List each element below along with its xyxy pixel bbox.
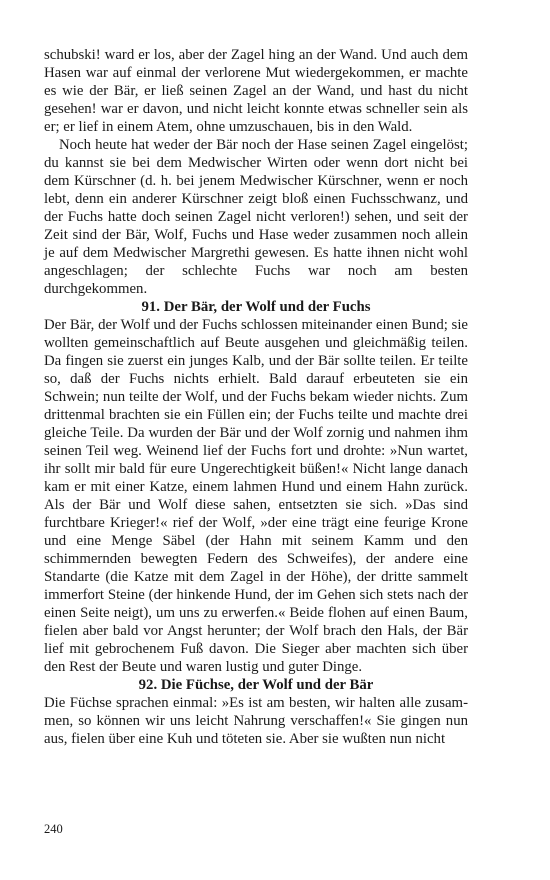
page-number: 240 xyxy=(44,822,63,836)
section-92-heading: 92. Die Füchse, der Wolf und der Bär xyxy=(138,677,374,693)
section-92-text: Die Füchse sprachen einmal: »Es ist am besten, wir halten alle zusammen, so können wir uns leicht Nahrung verschaffen!« Sie gingen nun aus, fielen über eine Kuh und töteten sie. Aber sie wußten nun nicht xyxy=(44,695,468,747)
story-ending-paragraph: Noch heute hat weder der Bär noch der Hase seinen Zagel eingelöst; du kannst sie bei dem Medwischer Wirten oder wenn dort nicht bei dem Kürschner (d. h. bei jenem Medwischer Kürschner, wenn er noch lebt, denn ein anderer Kürschner zeigt bloß einen Fuchsschwanz, und der Fuchs hatte doch seinen Zagel nicht verloren!) sehen, und seit der Zeit sind der Bär, Wolf, Fuchs und Hase weder zusammen noch allein je auf dem Medwischer Margrethi gewesen. Es hatte ihnen nicht wohl angeschlagen; der schlechte Fuchs war noch am besten durchgekommen. xyxy=(44,137,468,297)
section-91-heading: 91. Der Bär, der Wolf und der Fuchs xyxy=(141,299,371,315)
book-page xyxy=(44,46,468,748)
story-continuation-paragraph: schubski! ward er los, aber der Zagel hing an der Wand. Und auch dem Hasen war auf einmal der verlorene Mut wiedergekommen, er machte es wie der Bär, er ließ seinen Zagel an der Wand, und hast du nicht gesehen! war er davon, und nicht leicht konnte etwas schneller sein als er; er lief in einem Atem, ohne umzuschauen, bis in den Wald. xyxy=(44,47,468,135)
section-91-text: Der Bär, der Wolf und der Fuchs schlossen miteinander einen Bund; sie wollten gemeinschaftlich auf Beute ausgehen und gleichmäßig teilen. Da fingen sie zuerst ein junges Kalb, und der Bär sollte teilen. Er teilte so, daß der Fuchs nichts erhielt. Bald darauf erbeuteten sie ein Schwein; nun teilte der Wolf, und der Fuchs bekam wieder nichts. Zum drittenmal brachten sie ein Füllen ein; der Fuchs teilte und machte drei gleiche Teile. Da wurden der Bär und der Wolf zornig und nahmen ihm seinen Teil weg. Weinend lief der Fuchs fort und drohte: »Nun wartet, ihr sollt mir bald für eure Ungerechtigkeit büßen!« Nicht lange danach kam er mit einer Katze, einem lahmen Hund und einem Hahn zurück. Als der Bär und Wolf diese sahen, entsetzten sie sich. »Das sind furchtbare Krieger!« rief der Wolf, »der eine trägt eine feurige Krone und eine Menge Säbel (der Hahn mit seinem Kamm und den schimmernden bewegten Federn des Schweifes), der andere eine Standarte (die Katze mit dem Zagel in der Höhe), der dritte sammelt immerfort Steine (der hinkende Hund, der im Gehen sich stets nach der einen Seite neigt), um uns zu erwerfen.« Beide flohen auf einen Baum, fielen aber bald vor Angst herunter; der Wolf brach den Hals, der Bär lief mit gebrochenem Fuß davon. Die Sieger aber machten sich über den Rest der Beute und waren lustig und guter Dinge. xyxy=(44,317,468,675)
